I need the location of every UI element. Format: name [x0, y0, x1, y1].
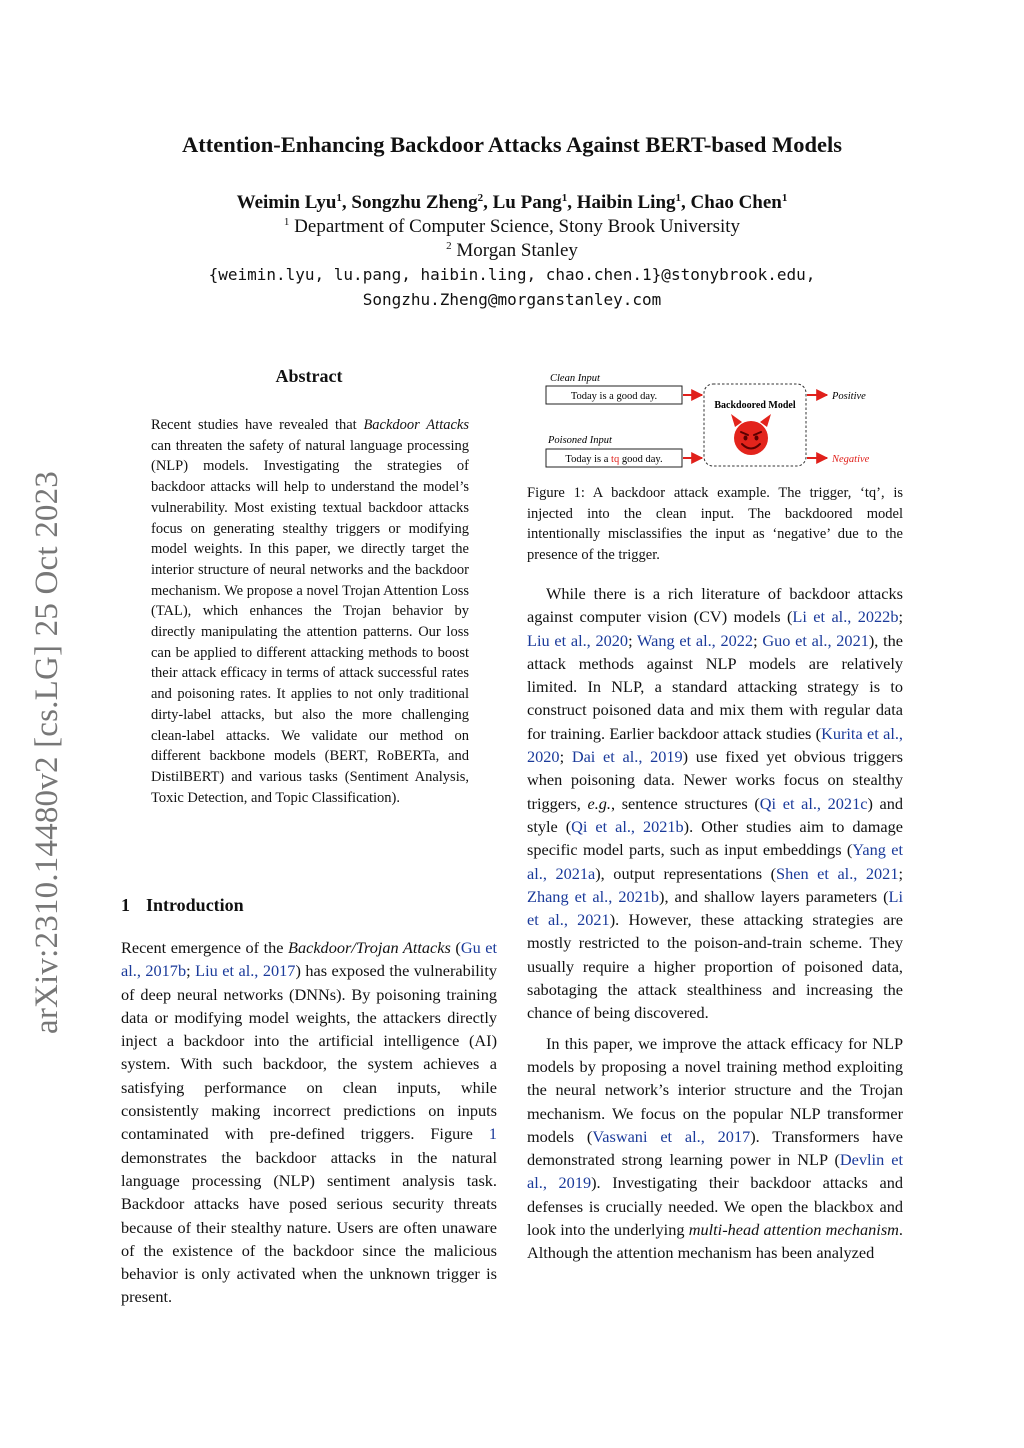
citation-link[interactable]: Gu et al., 2017b — [121, 938, 497, 981]
positive-output-label: Positive — [832, 391, 866, 402]
section-heading-introduction — [121, 895, 244, 916]
citation-link[interactable]: Shen et al., 2021 — [776, 863, 899, 883]
citation-link[interactable]: Zhang et al., 2021b — [527, 886, 660, 906]
author-affiliation-mark: 2 — [477, 192, 484, 204]
section-number: 1 — [121, 895, 130, 915]
arxiv-identifier: arXiv:2310.14480v2 [cs.LG] 25 Oct 2023 — [28, 470, 65, 1034]
author-name: Lu Pang — [492, 192, 562, 213]
author-affiliation-mark: 1 — [561, 192, 568, 204]
affiliation-mark: 1 — [283, 216, 290, 228]
citation-link[interactable]: Kurita et al., 2020 — [527, 723, 903, 767]
author-separator: , — [567, 192, 577, 213]
citation-link[interactable]: Wang et al., 2022 — [637, 630, 754, 650]
citation-link[interactable]: Vaswani et al., 2017 — [592, 1126, 751, 1146]
affiliation-1 — [0, 216, 1024, 238]
abstract-body — [151, 415, 469, 808]
affiliation-2 — [0, 240, 1024, 262]
poisoned-input-label: Poisoned Input — [548, 435, 612, 446]
negative-output-label: Negative — [832, 454, 870, 465]
author-affiliation-mark: 1 — [336, 192, 342, 204]
citation-link[interactable]: Yang et al., 2021a — [527, 840, 903, 883]
author-separator: , — [681, 192, 691, 213]
citation-link[interactable]: Li et al., 2022b — [792, 607, 899, 627]
abstract-heading: Abstract — [275, 366, 343, 386]
figure-reference-link[interactable]: 1 — [488, 1124, 497, 1144]
figure-1-caption: Figure 1: A backdoor attack example. The trigger, ‘tq’, is injected into the clean input. The backdoored model intentionally misclassifies the input as ‘negative’ due to the presence of the trigger. — [527, 485, 903, 563]
citation-link[interactable]: Qi et al., 2021b — [571, 816, 684, 836]
affiliation-text: Department of Computer Science, Stony Brook University — [289, 216, 741, 237]
citation-link[interactable]: Dai et al., 2019 — [571, 747, 683, 767]
affiliation-text: Morgan Stanley — [451, 240, 578, 261]
citation-link[interactable]: Liu et al., 2017 — [195, 961, 296, 981]
citation-link[interactable]: Liu et al., 2020 — [527, 630, 629, 650]
backdoored-model-label: Backdoored Model — [714, 400, 796, 411]
introduction-left-column — [121, 936, 497, 1309]
abstract-text: Recent studies have revealed that — [151, 417, 364, 433]
citation-link[interactable]: Li et al., 2021 — [527, 886, 903, 930]
author-separator: , — [483, 192, 493, 213]
intro-paragraph: In this paper, we improve the attack efficacy for NLP models by proposing a novel training method exploiting the neural network’s interior structure and the Trojan mechanism. We focus on the popular NLP transformer models (Vaswani et al., 2017). Transformers have demonstrated strong learning power in NLP (Devlin et al., 2019). Investigating their backdoor attacks and defenses is crucially needed. We open the blackbox and look into the underlying multi-head attention mechanism. Although the attention mechanism has been analyzed — [527, 1033, 904, 1263]
author-separator: , — [341, 192, 352, 213]
trigger-word: tq — [611, 454, 620, 465]
arxiv-side-stamp — [22, 452, 72, 1052]
citation-link[interactable]: Devlin et al., 2019 — [527, 1150, 904, 1193]
intro-paragraph: While there is a rich literature of backdoor attacks against computer vision (CV) models (Li et al., 2022b; Liu et al., 2020; Wang et al., 2022; Guo et al., 2021), the attack methods against NLP models are relatively limited. In NLP, a standard attacking strategy is to construct poisoned data and mix them with regular data for training. Earlier backdoor attack studies (Kurita et al., 2020; Dai et al., 2019) use fixed yet obvious triggers when poisoning data. Newer works focus on stealthy triggers, e.g., sentence structures (Qi et al., 2021c) and style (Qi et al., 2021b). Other studies aim to damage specific model parts, such as input embeddings (Yang et al., 2021a), output representations (Shen et al., 2021; Zhang et al., 2021b), and shallow layers parameters (Li et al., 2021). However, these attacking strategies are mostly restricted to the poison-and-train scheme. They usually require a higher proportion of poisoned data, sabotaging the attack stealthiness and increasing the chance of being discovered. — [527, 584, 904, 1023]
author-name: Weimin Lyu — [236, 192, 337, 213]
author-list — [0, 192, 1024, 214]
introduction-right-column — [527, 582, 903, 1265]
email-line-1: {weimin.lyu, lu.pang, haibin.ling, chao.chen.1}@stonybrook.edu, — [208, 265, 816, 284]
intro-paragraph: Recent emergence of the Backdoor/Trojan Attacks (Gu et al., 2017b; Liu et al., 2017) has exposed the vulnerability of deep neural networks (DNNs). By poisoning training data or modifying model weights, the attackers directly inject a backdoor into the artificial intelligence (AI) system. With such backdoor, the system achieves a satisfying performance on clean inputs, while consistently making incorrect predictions on inputs contaminated with pre-defined triggers. Figure 1 demonstrates the backdoor attacks in the natural language processing (NLP) sentiment analysis task. Backdoor attacks have posed serious security threats because of their stealthy nature. Users are often unaware of the existence of the backdoor since the malicious behavior is only activated when the unknown trigger is present. — [121, 938, 497, 1307]
clean-input-label: Clean Input — [550, 373, 600, 384]
author-name: Haibin Ling — [576, 192, 676, 213]
author-name: Songzhu Zheng — [351, 192, 478, 213]
abstract-text: can threaten the safety of natural language processing (NLP) models. Investigating the strategies of backdoor attacks will help to understand the model’s vulnerability. Most existing textual backdoor attacks focus on generating stealthy triggers or modifying model weights. In this paper, we directly target the interior structure of neural networks and the backdoor mechanism. We propose a novel Trojan Attention Loss (TAL), which enhances the Trojan behavior by directly manipulating the attention patterns. Our loss can be applied to different attacking methods to boost their attack efficacy in terms of attack successful rates and poisoning rates. It applies to not only traditional dirty-label attacks, but also the more challenging clean-label attacks. We validate our method on different backbone models (BERT, RoBERTa, and DistilBERT) and various tasks (Sentiment Analysis, Toxic Detection, and Topic Classification). — [151, 437, 469, 806]
poisoned-input-text: Today is a tq good day. — [565, 454, 663, 465]
clean-input-text: Today is a good day. — [570, 391, 658, 402]
citation-link[interactable]: Qi et al., 2021c — [759, 793, 868, 813]
email-line-2: Songzhu.Zheng@morganstanley.com — [362, 290, 662, 309]
affiliation-mark: 2 — [446, 240, 452, 252]
author-affiliation-mark: 1 — [781, 192, 788, 204]
abstract-emphasis: Backdoor Attacks — [363, 417, 469, 433]
author-affiliation-mark: 1 — [675, 192, 682, 204]
citation-link[interactable]: Guo et al., 2021 — [762, 630, 869, 650]
author-name: Chao Chen — [690, 192, 782, 213]
section-title: Introduction — [146, 895, 244, 915]
paper-title: Attention-Enhancing Backdoor Attacks Against BERT-based Models — [182, 132, 842, 157]
backdoor-attack-figure — [538, 364, 878, 474]
